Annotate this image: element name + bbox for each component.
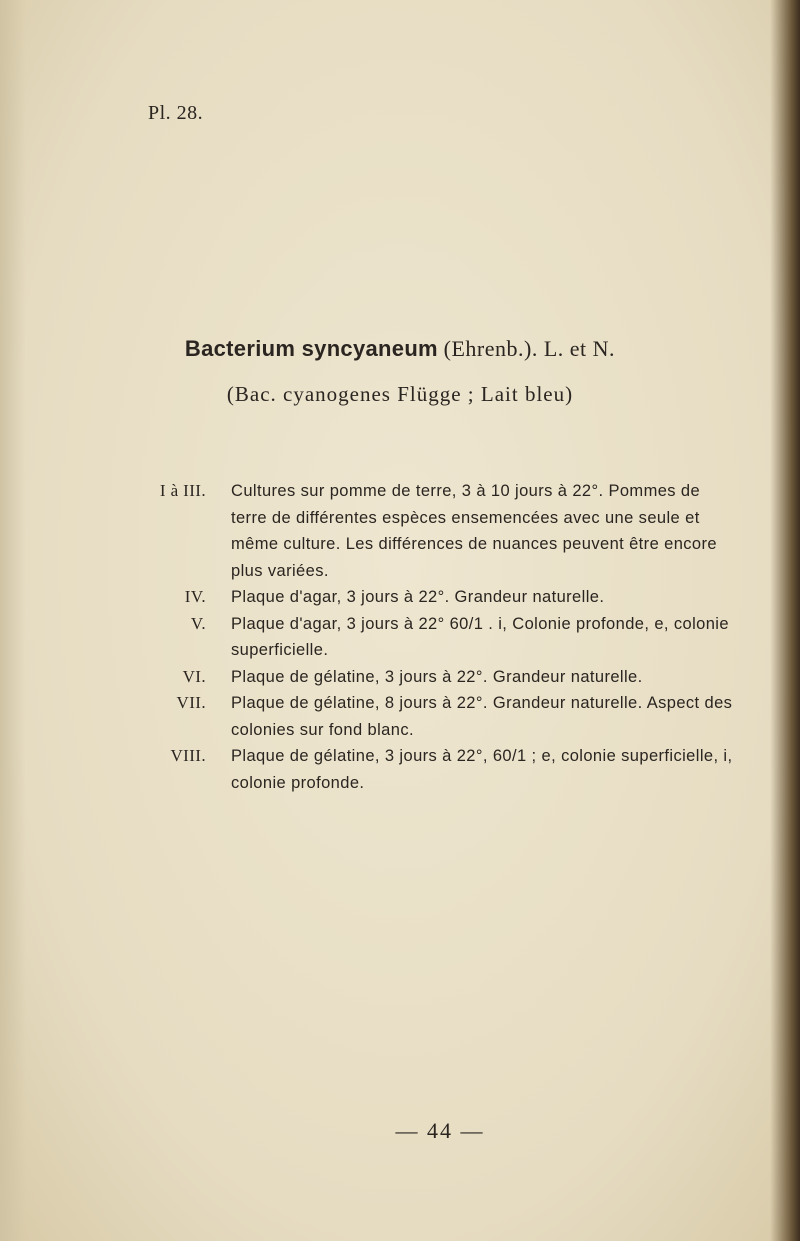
species-name: Bacterium syncyaneum <box>184 336 438 361</box>
legend-entry <box>140 743 740 796</box>
page-subtitle: (Bac. cyanogenes Flügge ; Lait bleu) <box>226 382 574 406</box>
entry-number: VI. <box>182 666 206 686</box>
page-edge-right <box>770 0 800 1241</box>
entry-number: VII. <box>176 693 206 712</box>
page-number: — 44 — <box>395 1118 485 1143</box>
page-title <box>0 336 800 362</box>
page-edge-left <box>0 0 26 1241</box>
entry-text: Plaque d'agar, 3 jours à 22° 60/1 . i, Colonie profonde, e, colonie superficielle. <box>231 614 729 659</box>
entry-number: VIII. <box>170 746 206 765</box>
entry-text: Plaque de gélatine, 8 jours à 22°. Grandeur naturelle. Aspect des colonies sur fond blanc. <box>231 694 733 739</box>
legend-entry <box>140 664 740 691</box>
entry-text: Cultures sur pomme de terre, 3 à 10 jours à 22°. Pommes de terre de différentes espèces ensemencées avec une seule et même culture. Les différences de nuances peuvent être encore plus variées. <box>231 482 717 580</box>
species-authority: (Ehrenb.). L. et N. <box>443 336 616 361</box>
entry-text: Plaque de gélatine, 3 jours à 22°, 60/1 ; e, colonie superficielle, i, colonie profonde. <box>231 747 733 792</box>
legend-entry <box>140 584 740 611</box>
entry-text: Plaque d'agar, 3 jours à 22°. Grandeur naturelle. <box>231 588 605 606</box>
plate-label: Pl. 28. <box>148 102 204 124</box>
entry-number: IV. <box>184 587 206 606</box>
legend-entry <box>140 478 740 584</box>
entry-number: V. <box>190 613 206 633</box>
entry-text: Plaque de gélatine, 3 jours à 22°. Grandeur naturelle. <box>231 667 643 686</box>
legend-entry <box>140 690 740 743</box>
entry-number: I à III. <box>159 481 206 500</box>
legend-entry <box>140 611 740 664</box>
plate-legend <box>140 478 740 796</box>
